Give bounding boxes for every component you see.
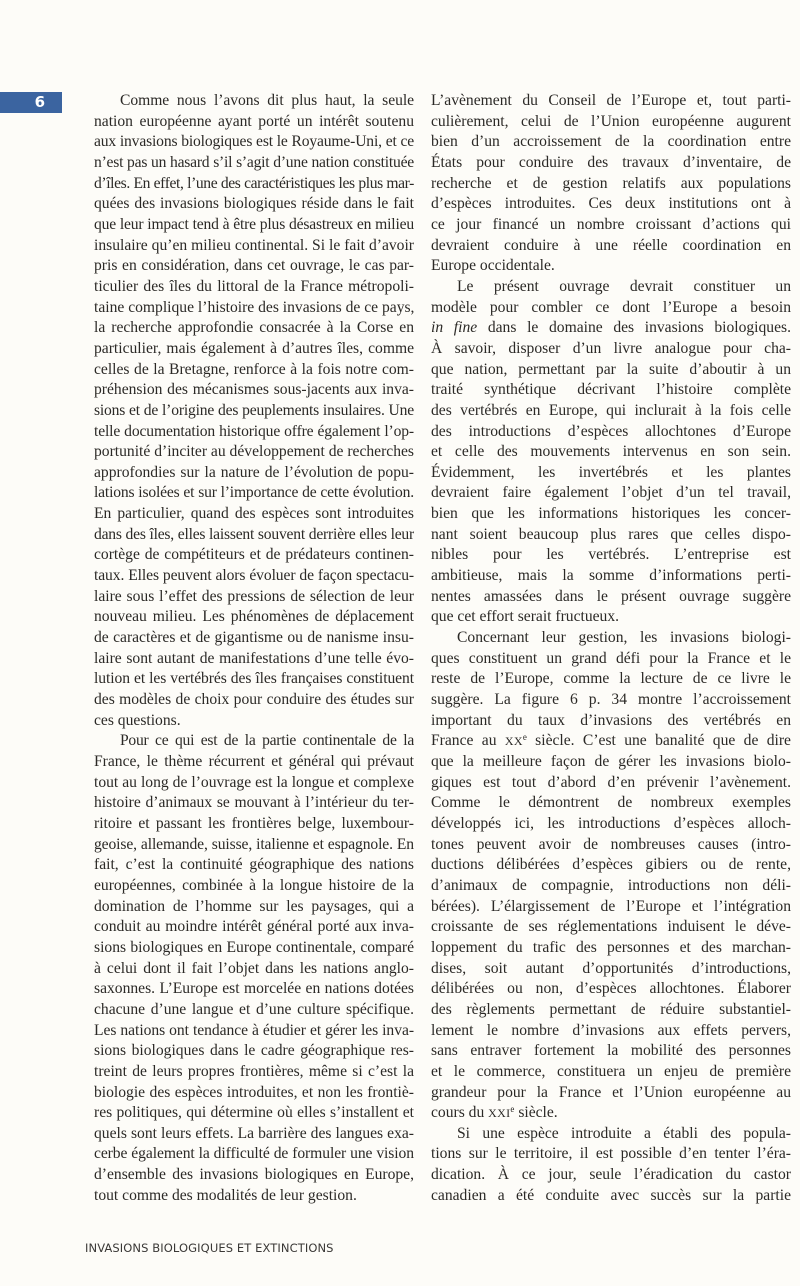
text-line: conduit au moindre intérêt général porté aux inva- [94, 918, 414, 936]
roman-numeral: XX [504, 734, 523, 749]
roman-numeral: XXI [488, 1106, 511, 1121]
text-line: ambitieuse, mais la somme d’informations perti- [431, 567, 791, 585]
text-line: n’est pas un hasard s’il s’agit d’une nation constituée [94, 153, 414, 171]
text-line: Comme nous l’avons dit plus haut, la seule [120, 92, 414, 109]
text-line: États pour conduire des travaux d’inventaire, de [431, 153, 791, 171]
text-line: particulier, mais également à d’autres îles, comme [94, 339, 414, 357]
text-line: loppement du trafic des personnes et des marchan- [431, 938, 791, 956]
text-line: France, le thème récurrent et général qui prévaut [94, 753, 414, 770]
text-line: quels sont leurs effets. La barrière des langues exa- [94, 1124, 414, 1142]
text-line: culièrement, celui de l’Union européenne augurent [431, 112, 791, 130]
text-line: que la meilleure façon de gérer les invasions biolo- [431, 753, 791, 770]
text-line: cerbe également la difficulté de formuler une vision [94, 1145, 414, 1163]
text-line: des introductions d’espèces allochtones d’Europe [431, 422, 791, 440]
text-line: à celui dont il fait l’objet dans les nations anglo- [94, 959, 414, 977]
running-footer-title: INVASIONS BIOLOGIQUES ET EXTINCTIONS [85, 1241, 334, 1255]
text-line: sions biologiques dans le cadre géographique res- [94, 1042, 414, 1060]
text-line: traité synthétique décrivant l’histoire complète [431, 381, 791, 399]
text-line: et celle des mouvements intervenus en son sein. [431, 443, 791, 461]
text-line: préhension des mécanismes sous-jacents aux inva- [94, 381, 414, 399]
text-line: ce jour financé un nombre croissant d’actions qui [431, 215, 791, 233]
text-line: giques est tout d’abord d’en prévenir l’avènement. [431, 773, 791, 791]
text-line: Concernant leur gestion, les invasions biologi- [457, 629, 791, 647]
text-line: celles de la Bretagne, renforce à la fois notre com- [94, 360, 414, 378]
text-line: sions et de l’origine des peuplements insulaires. Une [94, 401, 414, 419]
text-line: des règlements permettant de réduire substantiel- [431, 1000, 791, 1018]
text-line: Comme le démontrent de nombreux exemples [431, 794, 791, 812]
text-line: des vertébrés en Europe, qui inclurait à la fois celle [431, 401, 791, 419]
text-line: modèle pour combler ce dont l’Europe a besoin [431, 298, 791, 316]
text-line: croissante de ses réglementations induisent le déve- [431, 918, 791, 936]
text-line: important du taux d’invasions des vertébrés en [431, 711, 791, 729]
text-line: chacune d’une langue et d’une culture spécifique. [94, 1000, 414, 1018]
text-line: canadien a été conduite avec succès sur la partie [431, 1186, 791, 1204]
text-line: sans entraver fortement la mobilité des personnes [431, 1042, 791, 1060]
ordinal-suffix: e [522, 732, 527, 743]
text-fragment: dans le domaine des invasions biologiques. [487, 319, 791, 337]
text-line: d’îles. En effet, l’une des caractéristiques les plus mar- [94, 174, 414, 192]
text-line: européennes, combinée à la longue histoire de la [94, 876, 414, 894]
text-line: Évidemment, les invertébrés et les plantes [431, 463, 791, 481]
text-line: de caractères et de gigantisme ou de nanisme insu- [94, 629, 414, 647]
left-text-column [94, 91, 414, 1206]
text-line: dication. À ce jour, seule l’éradication du castor [431, 1166, 791, 1184]
text-line: taine complique l’histoire des invasions de ce pays, [94, 298, 414, 316]
text-line: saxonnes. L’Europe est morcelée en nations dotées [94, 980, 414, 998]
page-number-tab [0, 92, 62, 113]
text-line: Le présent ouvrage devrait constituer un [457, 277, 791, 295]
text-line: Les nations ont tendance à étudier et gérer les inva- [94, 1021, 414, 1039]
text-line: tions sur le territoire, il est possible d’en tenter l’éra- [431, 1145, 791, 1163]
text-line: lution et les vertébrés des îles françaises constituent [94, 670, 414, 688]
right-text-column [431, 91, 791, 1206]
text-line: nentes amassées dans le présent ouvrage suggère [431, 587, 791, 605]
text-line: portunité d’inciter au développement de recherches [94, 443, 414, 461]
text-line: ticulier des îles du littoral de la France métropoli- [94, 277, 414, 295]
text-line: suggère. La figure 6 p. 34 montre l’accroissement [431, 691, 791, 709]
text-line: d’ensemble des invasions biologiques en Europe, [94, 1166, 414, 1184]
page-number: 6 [34, 93, 45, 111]
text-line: la recherche approfondie consacrée à la Corse en [94, 319, 414, 337]
text-line: dises, soit autant d’opportunités d’introductions, [431, 959, 791, 977]
text-fragment: siècle. [518, 1104, 558, 1122]
text-fragment: France au [431, 732, 505, 750]
text-line: cortège de compétiteurs et de prédateurs continen- [94, 546, 414, 564]
text-line [431, 318, 791, 339]
text-line: taux. Elles peuvent alors évoluer de façon spectacu- [94, 567, 414, 585]
text-fragment: cours du [431, 1104, 489, 1122]
text-line: devraient faire également l’objet d’un tel travail, [431, 484, 791, 502]
text-line: aux invasions biologiques est le Royaume-Uni, et ce [94, 133, 414, 151]
text-line: tout au long de l’ouvrage est la longue et complexe [94, 773, 414, 791]
text-line [431, 731, 791, 752]
text-line: res politiques, qui détermine où elles s’installent et [94, 1104, 414, 1122]
text-line: insulaire qu’en milieu continental. Si le fait d’avoir [94, 236, 414, 254]
italic-phrase: in fine [431, 319, 478, 337]
text-line: laire sont autant de manifestations d’une telle évo- [94, 649, 414, 667]
text-line: approfondies sur la nature de l’évolution de popu- [94, 463, 414, 481]
text-line: nation européenne ayant porté un intérêt soutenu [94, 112, 414, 130]
text-line: dans des îles, elles laissent souvent derrière elles leur [94, 525, 414, 543]
ordinal-suffix: e [510, 1104, 515, 1115]
text-line: treint de leurs propres frontières, même si c’est la [94, 1062, 414, 1080]
text-line: fait, c’est la continuité géographique des nations [94, 856, 414, 874]
text-line: ritoire et passant les frontières belge, luxembour- [94, 814, 414, 832]
text-line: Europe occidentale. [431, 257, 555, 275]
text-line: nouveau milieu. Les phénomènes de déplacement [94, 608, 414, 626]
text-line: geoise, allemande, suisse, italienne et espagnole. En [94, 835, 414, 853]
text-line: développés ici, les introductions d’espèces alloch- [431, 814, 791, 832]
text-line: laire sous l’effet des pressions de sélection de leur [94, 587, 414, 605]
text-line: pris en considération, dans cet ouvrage, le cas par- [94, 257, 414, 275]
text-line: d’espèces introduites. Ces deux institutions ont à [431, 195, 791, 213]
text-line: quées des invasions biologiques réside dans le fait [94, 195, 414, 213]
text-line: ques constituent un grand défi pour la France et le [431, 649, 791, 667]
text-line: ces questions. [94, 711, 181, 729]
text-line: nibles pour les vertébrés. L’entreprise est [431, 546, 791, 564]
text-line: Si une espèce introduite a établi des popula- [457, 1124, 791, 1142]
text-line: L’avènement du Conseil de l’Europe et, tout parti- [431, 92, 791, 109]
text-line [431, 1103, 791, 1124]
text-line: nant soient beaucoup plus rares que celles dispo- [431, 525, 791, 543]
text-line: bien que les informations historiques les concer- [431, 505, 791, 523]
text-line: bien d’un accroissement de la coordination entre [431, 133, 791, 151]
text-line: telle documentation historique offre également l’op- [94, 422, 414, 440]
text-line: histoire d’animaux se mouvant à l’intérieur du ter- [94, 794, 414, 812]
text-line: et le commerce, constituera un enjeu de première [431, 1062, 791, 1080]
text-line: lement le nombre d’invasions aux effets pervers, [431, 1021, 791, 1039]
text-line: des modèles de choix pour conduire des études sur [94, 691, 414, 709]
text-line: sions biologiques en Europe continentale, comparé [94, 938, 414, 956]
text-line: devraient conduire à une réelle coordination en [431, 236, 791, 254]
text-line: ductions délibérées d’espèces gibiers ou de rente, [431, 856, 791, 874]
text-line: tout comme des modalités de leur gestion. [94, 1186, 357, 1204]
text-line: lations isolées et sur l’importance de cette évolution. [94, 484, 414, 502]
text-line: En particulier, quand des espèces sont introduites [94, 505, 414, 523]
text-line: À savoir, disposer d’un livre analogue pour cha- [431, 339, 791, 357]
text-line: que nation, permettant par la suite d’aboutir à un [431, 360, 791, 378]
text-line: bérées). L’élargissement de l’Europe et l’intégration [431, 897, 791, 915]
text-fragment: siècle. C’est une banalité que de dire [535, 732, 791, 750]
text-line: domination de l’homme sur les paysages, qui a [94, 897, 414, 915]
text-line: délibérées ou non, d’espèces allochtones. Élaborer [431, 980, 791, 998]
text-line: grandeur pour la France et l’Union européenne au [431, 1083, 791, 1101]
text-line: reste de l’Europe, comme la lecture de ce livre le [431, 670, 791, 688]
text-line: que leur impact tend à être plus désastreux en milieu [94, 215, 414, 233]
text-line: Pour ce qui est de la partie continentale de la [120, 732, 414, 750]
text-line: que cet effort serait fructueux. [431, 608, 620, 626]
text-line: tones peuvent avoir de nombreuses causes (intro- [431, 835, 791, 853]
text-line: recherche et de gestion relatifs aux populations [431, 174, 791, 192]
text-line: d’animaux de compagnie, introductions non déli- [431, 876, 791, 894]
text-line: biologie des espèces introduites, et non les frontiè- [94, 1083, 414, 1101]
